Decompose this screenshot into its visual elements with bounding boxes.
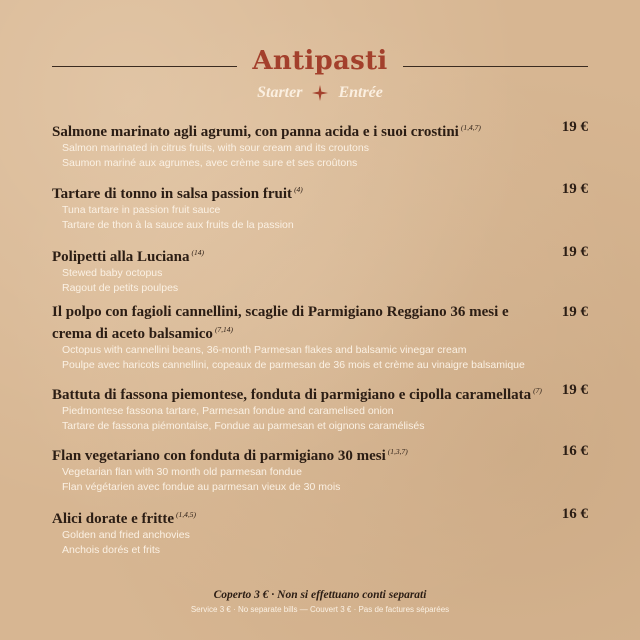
item-name: Flan vegetariano con fonduta di parmigiano 30 mesi — [52, 448, 386, 464]
menu-item — [52, 181, 588, 244]
footer-translation: Service 3 € · No separate bills — Couvert 3 € · Pas de factures séparées — [190, 605, 450, 614]
item-name: Alici dorate e fritte — [52, 511, 175, 527]
item-desc-en: Piedmontese fassona tartare, Parmesan fondue and caramelised onion — [62, 405, 394, 417]
item-price: 19 € — [561, 244, 588, 260]
item-desc-en: Stewed baby octopus — [62, 267, 163, 279]
menu-items — [52, 119, 588, 558]
section-title: Antipasti — [252, 46, 388, 76]
section-header — [0, 44, 640, 104]
item-allergens: (1,4,7) — [460, 123, 481, 132]
item-desc-fr: Flan végétarien avec fondue au parmesan vieux de 30 mois — [62, 481, 341, 493]
item-desc-fr: Tartare de fassona piémontaise, Fondue au parmesan et oignons caramélisés — [62, 420, 425, 432]
menu-item — [52, 119, 588, 181]
item-allergens: (7,14) — [214, 325, 234, 334]
item-name: Battuta di fassona piemontese, fonduta di parmigiano e cipolla caramellata — [52, 387, 532, 403]
menu-item — [52, 506, 588, 558]
item-price: 19 € — [561, 181, 588, 197]
item-allergens: (14) — [191, 248, 205, 257]
item-price: 19 € — [561, 382, 588, 398]
item-name: Tartare di tonno in salsa passion fruit — [52, 186, 293, 202]
item-desc-en: Golden and fried anchovies — [62, 529, 190, 541]
menu-item — [52, 244, 588, 304]
item-allergens: (1,3,7) — [387, 447, 408, 456]
item-price: 19 € — [561, 304, 588, 320]
item-price: 19 € — [561, 119, 588, 135]
item-price: 16 € — [561, 506, 588, 522]
item-desc-fr: Saumon mariné aux agrumes, avec crème sure et ses croûtons — [62, 157, 358, 169]
item-desc-en: Salmon marinated in citrus fruits, with sour cream and its croutons — [62, 142, 369, 154]
item-desc-en: Vegetarian flan with 30 month old parmesan fondue — [62, 466, 302, 478]
subtitle-entree: Entrée — [338, 84, 383, 101]
item-name: Salmone marinato agli agrumi, con panna acida e i suoi crostini — [52, 124, 459, 140]
item-allergens: (7) — [533, 386, 542, 395]
item-name: Polipetti alla Luciana — [52, 249, 190, 265]
item-allergens: (1,4,5) — [176, 510, 197, 519]
item-desc-fr: Tartare de thon à la sauce aux fruits de la passion — [62, 219, 294, 231]
subtitle-starter: Starter — [257, 84, 303, 101]
menu-footer — [0, 589, 640, 614]
four-point-star-icon — [312, 85, 328, 101]
item-desc-en: Octopus with cannellini beans, 36-month Parmesan flakes and balsamic vinegar cream — [62, 344, 467, 356]
section-subtitle — [0, 84, 640, 102]
item-desc-fr: Anchois dorés et frits — [62, 544, 161, 556]
menu-item — [52, 304, 588, 382]
item-desc-fr: Poulpe avec haricots cannellini, copeaux de parmesan de 36 mois et crème au vinaigre balsamique — [62, 359, 525, 371]
menu-item — [52, 382, 588, 443]
item-desc-en: Tuna tartare in passion fruit sauce — [62, 204, 221, 216]
item-allergens: (4) — [294, 185, 303, 194]
item-price: 16 € — [561, 443, 588, 459]
footer-cover-charge: Coperto 3 € · Non si effettuano conti separati — [213, 589, 427, 601]
item-desc-fr: Ragout de petits poulpes — [62, 282, 179, 294]
item-name: Il polpo con fagioli cannellini, scaglie di Parmigiano Reggiano 36 mesi e crema di aceto balsamico — [52, 304, 509, 342]
menu-item — [52, 443, 588, 506]
